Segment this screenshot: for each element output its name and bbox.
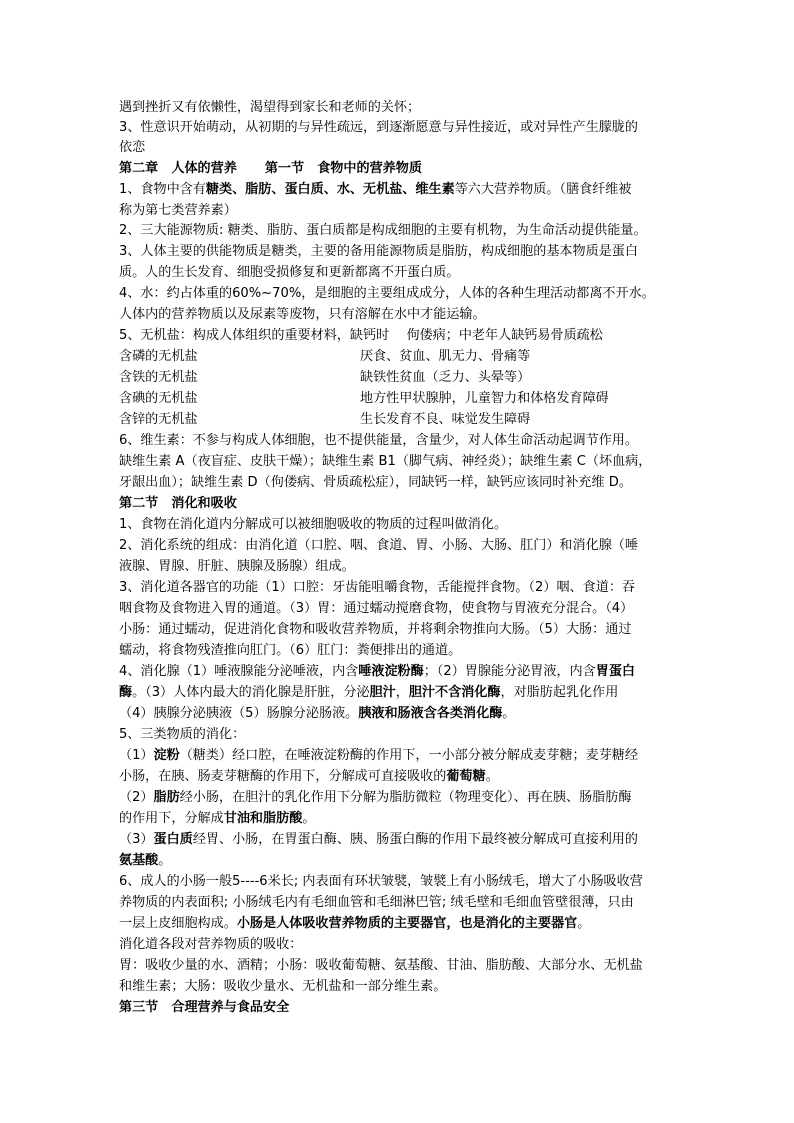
text-line: 咽食物及食物进入胃的通道。（3）胃：通过蠕动搅磨食物，使食物与胃液充分混合。（4） (119, 601, 634, 616)
mineral-row: 含磷的无机盐 厌食、贫血、肌无力、骨痛等 (119, 349, 531, 364)
text-line: 液腺、胃腺、肝脏、胰腺及肠腺）组成。 (119, 559, 355, 574)
text-line: 酶。（3）人体内最大的消化腺是肝脏，分泌胆汁，胆汁不含消化酶，对脂肪起乳化作用 (119, 685, 619, 700)
text-line: 蠕动，将食物残渣推向肛门。（6）肛门：粪便排出的通道。 (119, 643, 462, 658)
text-line: 缺维生素 A（夜盲症、皮肤干燥）；缺维生素 B1（脚气病、神经炎）；缺维生素 C（坏血病， (119, 454, 652, 469)
text-line: 4、消化腺（1）唾液腺能分泌唾液，内含唾液淀粉酶；（2）胃腺能分泌胃液，内含胃蛋白 (119, 664, 636, 679)
section-heading: 第二节 消化和吸收 (119, 496, 237, 511)
section-heading: 第三节 合理营养与食品安全 (119, 1000, 290, 1015)
text-line: （1）淀粉（糖类）经口腔，在唾液淀粉酶的作用下，一小部分被分解成麦芽糖；麦芽糖经 (119, 748, 638, 763)
text-line: （3）蛋白质经胃、小肠，在胃蛋白酶、胰、肠蛋白酶的作用下最终被分解成可直接利用的 (119, 832, 638, 847)
mineral-row: 含铁的无机盐 缺铁性贫血（乏力、头晕等） (119, 370, 531, 385)
text-line: 3、性意识开始萌动，从初期的与异性疏远，到逐渐愿意与异性接近，或对异性产生朦胧的 (119, 120, 638, 135)
chapter-heading (119, 159, 422, 179)
text-line: 胃：吸收少量的水、酒精；小肠：吸收葡萄糖、氨基酸、甘油、脂肪酸、大部分水、无机盐 (119, 958, 643, 973)
text-line: 消化道各段对营养物质的吸收： (119, 937, 303, 952)
text-line: 4、水：约占体重的60%~70%，是细胞的主要组成成分，人体的各种生理活动都离不开水。 (119, 286, 655, 301)
text-line: 6、维生素：不参与构成人体细胞，也不提供能量，含量少，对人体生命活动起调节作用。 (119, 433, 638, 448)
text-line: 3、消化道各器官的功能（1）口腔：牙齿能咀嚼食物，舌能搅拌食物。（2）咽、食道：吞 (119, 580, 636, 595)
text-line: 氨基酸。 (119, 853, 172, 868)
text-line: 牙龈出血）；缺维生素 D（佝偻病、骨质疏松症），同缺钙一样，缺钙应该同时补充维 D。 (119, 475, 632, 490)
text-line: （4）胰腺分泌胰液（5）肠腺分泌肠液。胰液和肠液含各类消化酶。 (119, 706, 516, 721)
text-line: 小肠，在胰、肠麦芽糖酶的作用下，分解成可直接吸收的葡萄糖。 (119, 769, 499, 784)
text-line: 质。人的生长发育、细胞受损修复和更新都离不开蛋白质。 (119, 265, 460, 280)
text-line: 2、三大能源物质: 糖类、脂肪、蛋白质都是构成细胞的主要有机物，为生命活动提供能量。 (119, 223, 647, 238)
text-line: 人体内的营养物质以及尿素等废物，只有溶解在水中才能运输。 (119, 307, 486, 322)
section-title: 第一节 食物中的营养物质 (264, 161, 422, 176)
text-line: 5、三类物质的消化： (119, 727, 246, 742)
text-line: 的作用下，分解成甘油和脂肪酸。 (119, 811, 316, 826)
text-line: （2）脂肪经小肠，在胆汁的乳化作用下分解为脂肪微粒（物理变化）、再在胰、肠脂肪酶 (119, 790, 632, 805)
text-line: 小肠：通过蠕动，促进消化食物和吸收营养物质，并将剩余物推向大肠。（5）大肠：通过 (119, 622, 632, 637)
text-line: 2、消化系统的组成：由消化道（口腔、咽、食道、胃、小肠、大肠、肛门）和消化腺（唾 (119, 538, 638, 553)
text-line: 1、食物在消化道内分解成可以被细胞吸收的物质的过程叫做消化。 (119, 517, 508, 532)
text-line: 5、无机盐：构成人体组织的重要材料，缺钙时 佝偻病；中老年人缺钙易骨质疏松 (119, 328, 603, 343)
text-line: 称为第七类营养素） (119, 203, 237, 218)
text-line: 1、食物中含有糖类、脂肪、蛋白质、水、无机盐、维生素等六大营养物质。（膳食纤维被 (119, 182, 632, 197)
text-line: 一层上皮细胞构成。小肠是人体吸收营养物质的主要器官，也是消化的主要器官。 (119, 916, 591, 931)
text-line: 养物质的内表面积; 小肠绒毛内有毛细血管和毛细淋巴管; 绒毛壁和毛细血管壁很薄，只由 (119, 895, 634, 910)
mineral-row: 含锌的无机盐 生长发育不良、味觉发生障碍 (119, 412, 531, 427)
text-line: 遇到挫折又有依懒性，渴望得到家长和老师的关怀； (119, 100, 421, 115)
text-line: 和维生素；大肠：吸收少量水、无机盐和一部分维生素。 (119, 979, 447, 994)
text-line: 3、人体主要的供能物质是糖类，主要的备用能源物质是脂肪，构成细胞的基本物质是蛋白 (119, 244, 638, 259)
text-line: 6、成人的小肠一般5----6米长; 内表面有环状皱襞，皱襞上有小肠绒毛，增大了小肠吸收营 (119, 874, 643, 889)
text-line: 依恋 (119, 140, 146, 155)
mineral-row: 含碘的无机盐 地方性甲状腺肿，儿童智力和体格发育障碍 (119, 391, 609, 406)
chapter-title: 第二章 人体的营养 (119, 161, 237, 176)
